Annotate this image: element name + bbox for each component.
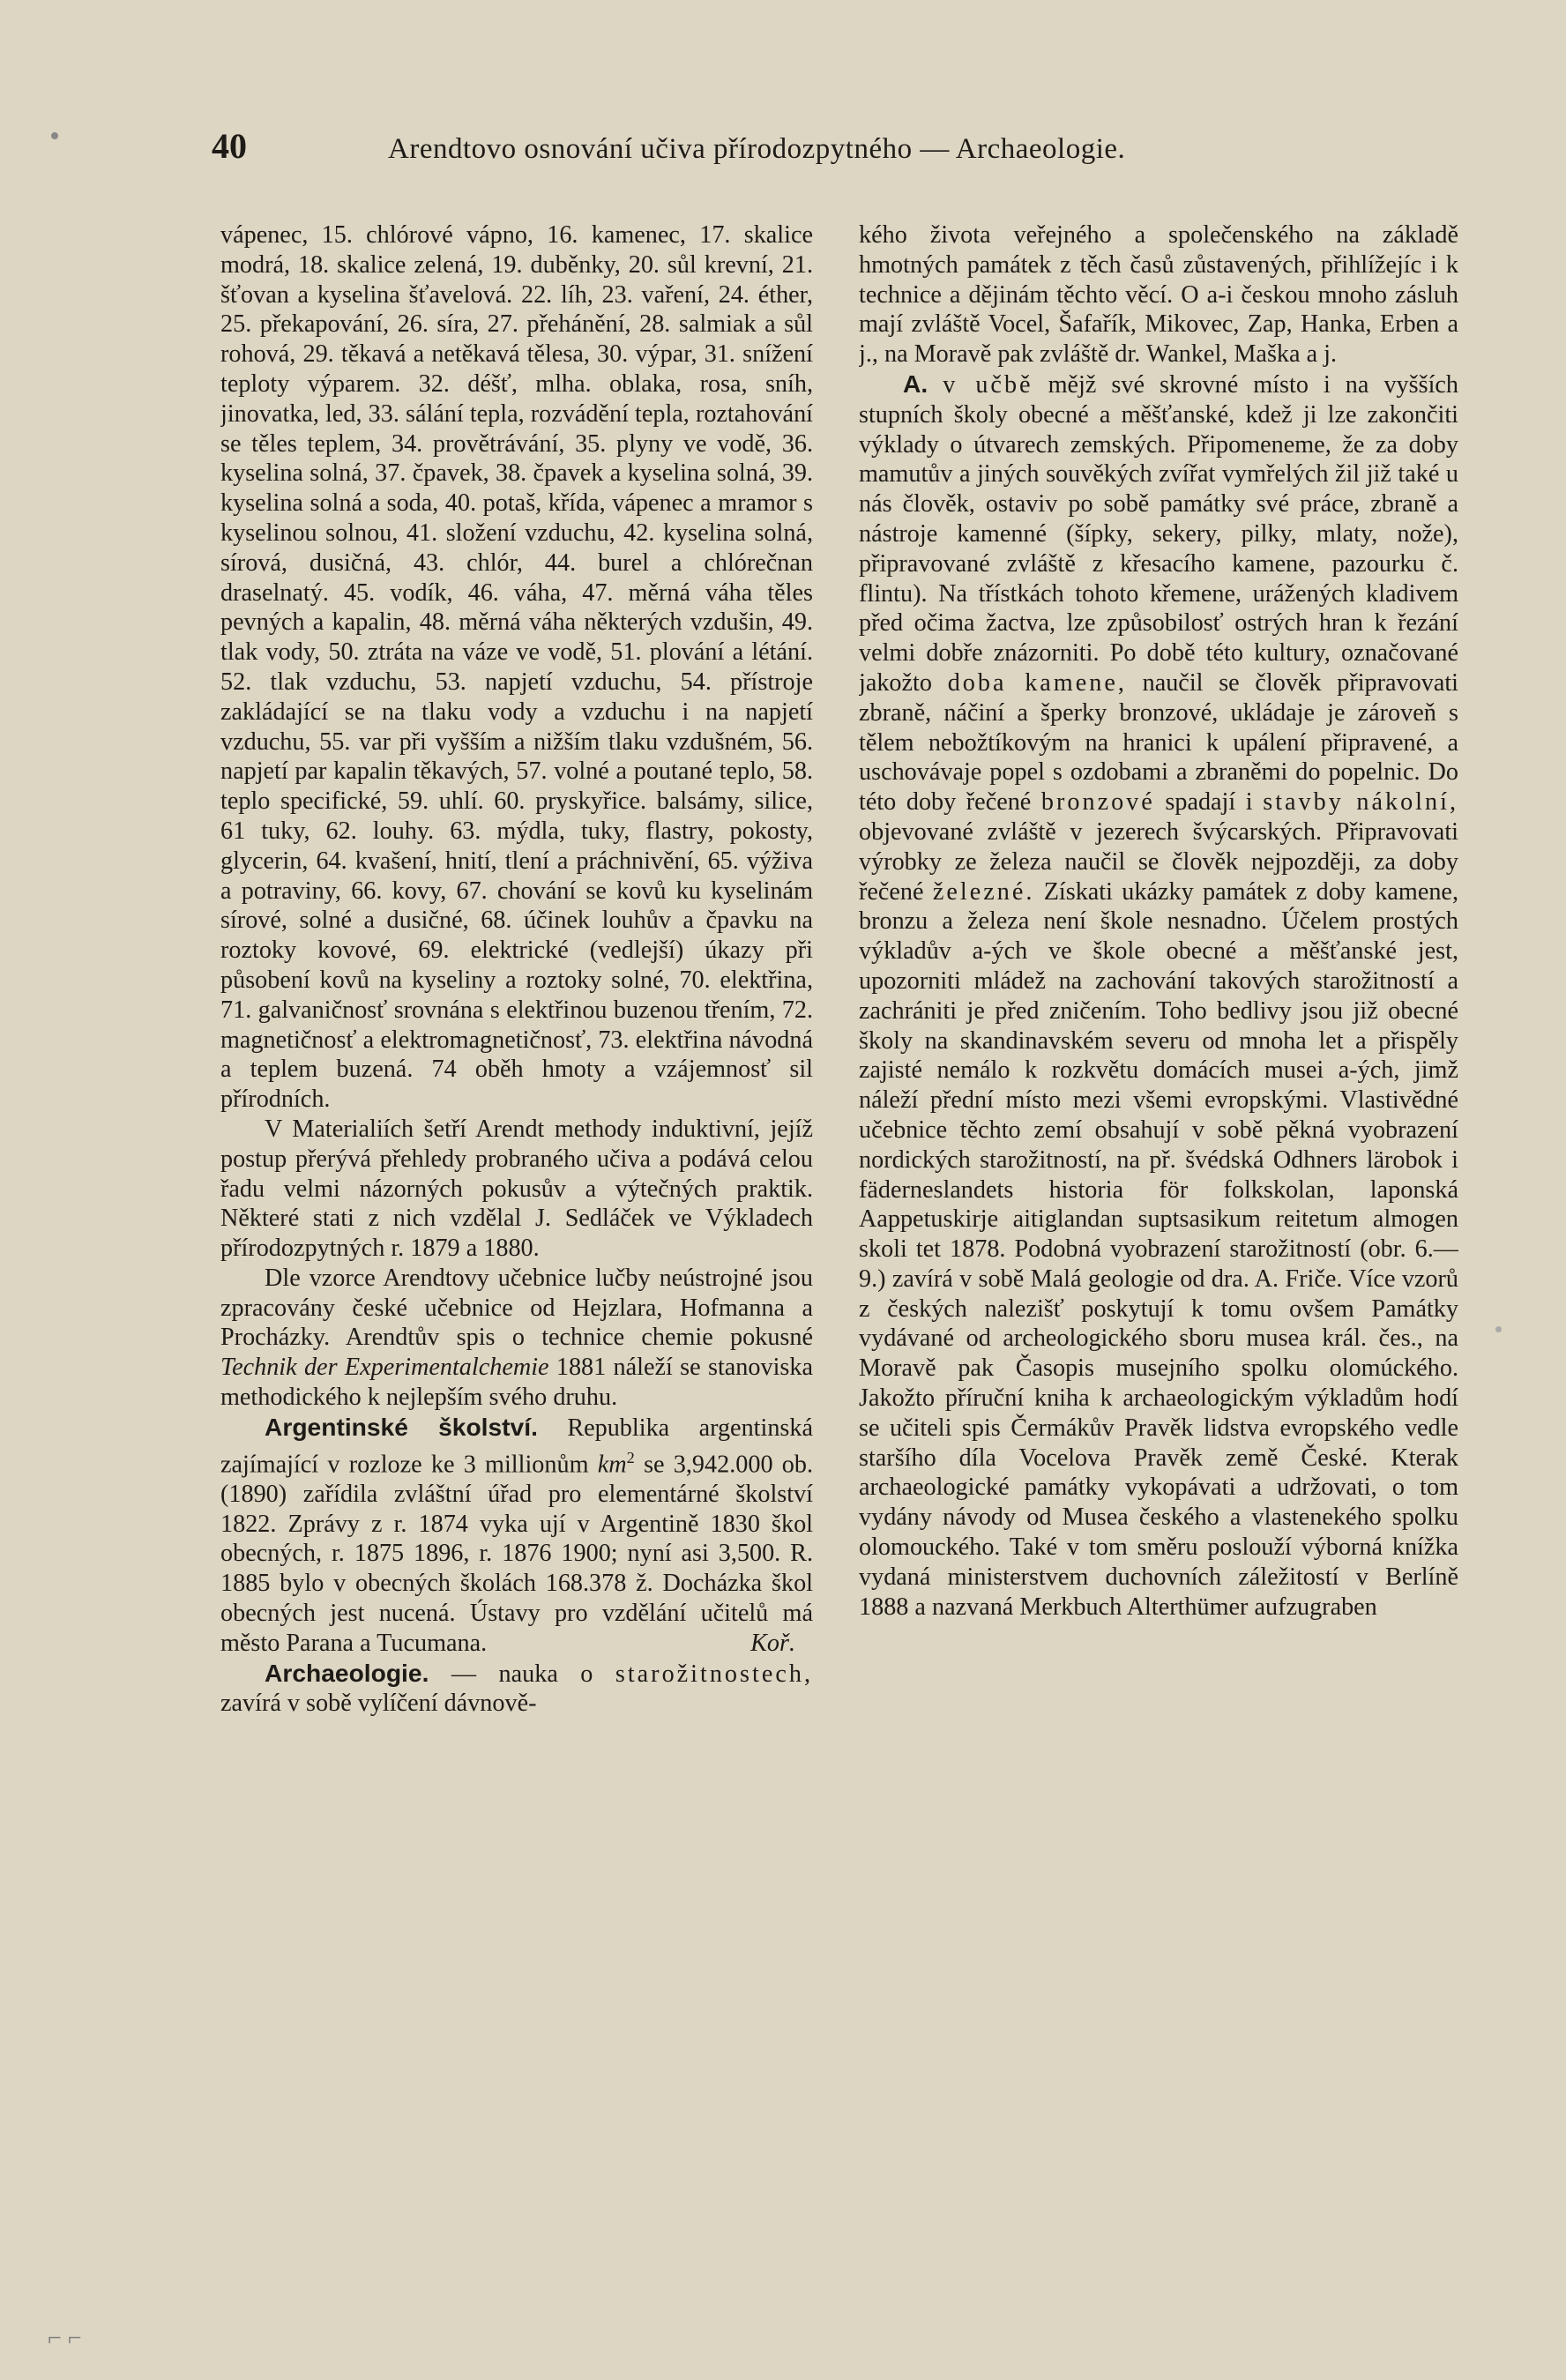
spaced-term-ucbe: v učbě bbox=[943, 370, 1033, 399]
spaced-term-pile-dwellings: stavby nákolní, bbox=[1263, 788, 1458, 817]
area-unit: km bbox=[597, 1451, 627, 1479]
page-number: 40 bbox=[212, 126, 247, 166]
archaeology-text-a: — nauka o bbox=[451, 1660, 593, 1688]
archaeology-spaced-term: starožitnostech, bbox=[615, 1660, 813, 1688]
corner-mark: ⌐ ⌐ bbox=[48, 2324, 82, 2352]
left-column bbox=[220, 220, 813, 2319]
abbrev-heading: A. bbox=[903, 369, 928, 398]
textbooks-text-a: Dle vzorce Arendtovy učebnice lučby neústrojné jsou zpracovány české učebnice od Hejzlara, Hofmanna a Procházky. Arendtův spis o technice chemie pokusné bbox=[220, 1264, 813, 1352]
chemistry-topic-list: vápenec, 15. chlórové vápno, 16. kamenec, 17. skalice modrá, 18. skalice zelená, 19. duběnky, 20. sůl krevní, 21. šťovan a kyselina šťavelová. 22. líh, 23. vaření, 24. éther, 25. překapování, 26. síra, 27. přehánění, 28. salmiak a sůl rohová, 29. těkavá a netěkavá tělesa, 30. výpar, 31. snížení teploty výparem. 32. déšť, mlha. oblaka, rosa, sníh, jinovatka, led, 33. sálání tepla, rozvádění tepla, roztahování se těles teplem, 34. provětrávání, 35. plyny ve vodě, 36. kyselina solná, 37. čpavek, 38. čpavek a kyselina solná, 39. kyselina solná a soda, 40. potaš, křída, vápenec a mramor s kyselinou solnou, 41. složení vzduchu, 42. kyselina solná, sírová, dusičná, 43. chlór, 44. burel a chlórečnan draselnatý. 45. vodík, 46. váha, 47. měrná váha těles pevných a kapalin, 48. měrná váha některých vzdušin, 49. tlak vody, 50. ztráta na váze ve vodě, 51. plování a létání. 52. tlak vzduchu, 53. napjetí vzduchu, 54. přístroje zakládající se na tlaku vody a vzduchu i na napjetí vzduchu, 55. var při vyšším a nižším tlaku vzdušném, 56. napjetí par kapalin těkavých, 57. volné a poutané teplo, 58. teplo specifické, 59. uhlí. 60. pryskyřice. balsámy, silice, 61 tuky, 62. louhy. 63. mýdla, tuky, flastry, pokosty, glycerin, 64. kvašení, hnití, tlení a práchnivění, 65. výživa a potraviny, 66. kovy, 67. chování se kovů ku kyselinám sírové, solné a dusičné, 68. účinek louhův a čpavku na roztoky kovové, 69. elektrické (vedlejší) úkazy při působení kovů na kyseliny a roztoky solné, 70. elektřina, 71. galvaničnosť srovnána s elektřinou buzenou třením, 72. magnetičnosť a elektromagnetičnosť, 73. elektřina návodná a teplem buzená. 74 oběh hmoty a vzájemnosť sil přírodních. bbox=[220, 221, 813, 1114]
teaching-text-d: objevované zvláště v jezerech švýcarských. Připravovati výrobky ze železa naučil se člověk nejpozději, za doby řečené bbox=[859, 817, 1458, 906]
materialien-paragraph: V Materialiích šetří Arendt methody induktivní, jejíž postup přerývá přehledy probraného učiva a podává celou řadu velmi názorných pokusův a výtečných praktik. Některé stati z nich vzdělal J. Sedláček ve Výkladech přírodozpytných r. 1879 a 1880. bbox=[220, 1115, 813, 1263]
right-column bbox=[859, 220, 1458, 2319]
spaced-term-stone-age: doba kamene, bbox=[947, 668, 1127, 697]
ink-speck bbox=[1495, 1326, 1502, 1332]
area-unit-exponent: 2 bbox=[626, 1448, 635, 1466]
argentina-text-a: Republika argentinská zajímající v rozloze ke 3 millionům bbox=[220, 1414, 813, 1479]
argentina-text-b: se 3,942.000 ob. (1890) zařídila zvláštní úřad pro elementárné školství 1822. Zprávy z r. 1874 vyka ují v Argentině 1830 škol obecných, r. 1875 1896, r. 1876 1900; nyní asi 3,500. R. 1885 bylo v obecných školách 168.378 ž. Docházka škol obecných jest nucená. Ústavy pro vzdělání učitelů má město Parana a Tucumana. bbox=[220, 1451, 813, 1657]
textbooks-paragraph bbox=[220, 1264, 813, 1413]
author-signature: Koř. bbox=[750, 1629, 795, 1657]
archaeology-teaching-paragraph bbox=[859, 369, 1458, 1622]
textbooks-text-b: 1881 náleží se stanoviska methodického k nejlepším svého druhu. bbox=[220, 1354, 813, 1412]
archaeology-continuation: kého života veřejného a společenského na základě hmotných památek z těch časů zůstavených, přihlížejíc i k technice a dějinám těchto věcí. O a-i českou mnoho zásluh mají zvláště Vocel, Šafařík, Mikovec, Zap, Hanka, Erben a j., na Moravě pak zvláště dr. Wankel, Maška a j. bbox=[859, 221, 1458, 369]
entry-argentina bbox=[220, 1413, 813, 1659]
teaching-text-e: Získati ukázky památek z doby kamene, bronzu a železa není škole nesnadno. Účelem prostých výkladův a-ých ve škole obecné a měšťanské jest, upozorniti mládež na zachování takových starožitností a zachrániti je před zničením. Toho bedlivy jsou již obecné školy na skandinavském severu od mnoha let a přispěly zajisté nemálo k rozkvětu domácích musei a-ých, jimž náleží přední místo mezi všemi evropskými. Vlastivědné učebnice těchto zemí obsahují v sobě pěkná vyobrazení nordických starožitností, na př. švédská Odhners lärobok i fäderneslandets historia för folkskolan, laponská Aappetuskirje aitiglandan suptsasikum reitetum almogen skoli tet 1878. Podobná vyobrazení starožitností (obr. 6.—9.) zavírá v sobě Malá geologie od dra. A. Friče. Více vzorů z českých nalezišť poskytují k tomu ovšem Památky vydávané od archeologického sboru musea král. čes., na Moravě pak Časopis musejního spolku olomúckého. Jakožto příruční kniha k archaeologickým výkladům hodí se učiteli spis Čermákův Pravěk lidstva evropského vedle staršího díla Vocelova Pravěk země České. Kterak archaeologické památky vykopávati a udržovati, o tom vydány návody od Musea českého a vlastenekého spolku olomouckého. Také v tom směru poslouží výborná knížka vydaná ministerstvem duchovních záležitostí v Berlíně 1888 a nazvaná Merkbuch Alterthümer aufzugraben bbox=[859, 877, 1458, 1621]
running-head: Arendtovo osnování učiva přírodozpytného — Archaeologie. bbox=[388, 133, 1126, 165]
entry-heading-archaeology: Archaeologie. bbox=[265, 1658, 429, 1687]
entry-heading-argentina: Argentinské školství. bbox=[265, 1412, 538, 1441]
entry-archaeology-start bbox=[220, 1659, 813, 1720]
teaching-text-b: naučil se člověk připravovati zbraně, náčiní a šperky bronzové, ukládaje je zároveň s tělem nebožtíkovým na hranici k upálení připravené, a uschovávaje popel s ozdobami a zbraněmi do popelnic. Do této doby řečené bbox=[859, 668, 1458, 817]
teaching-text-c: spadají i bbox=[1165, 788, 1253, 817]
teaching-text-a: mějž své skrovné místo i na vyšších stupních školy obecné a měšťanské, kdež ji lze zakončiti výklady o útvarech zemských. Připomeneme, že za doby mamutův a jiných souvěkých zvířat vymřelých žil již také u nás člověk, ostaviv po sobě památky své práce, zbraně a nástroje kamenné (šípky, sekery, pilky, mlaty, nože), připravované zvláště z křesacího kamene, pazourku č. flintu). Na třístkách tohoto křemene, urážených kladivem před očima žactva, lze způsobilosť ostrých hran k řezání velmi dobře znázorniti. Po době této kultury, označované jakožto bbox=[859, 370, 1458, 697]
ink-speck bbox=[51, 132, 58, 139]
page-header bbox=[212, 125, 1464, 171]
book-title: Technik der Experimentalchemie bbox=[220, 1354, 549, 1382]
spaced-term-iron: železné. bbox=[932, 877, 1035, 906]
archaeology-text-b: zavírá v sobě vylíčení dávnově- bbox=[220, 1690, 537, 1718]
spaced-term-bronze: bronzové bbox=[1040, 788, 1155, 817]
